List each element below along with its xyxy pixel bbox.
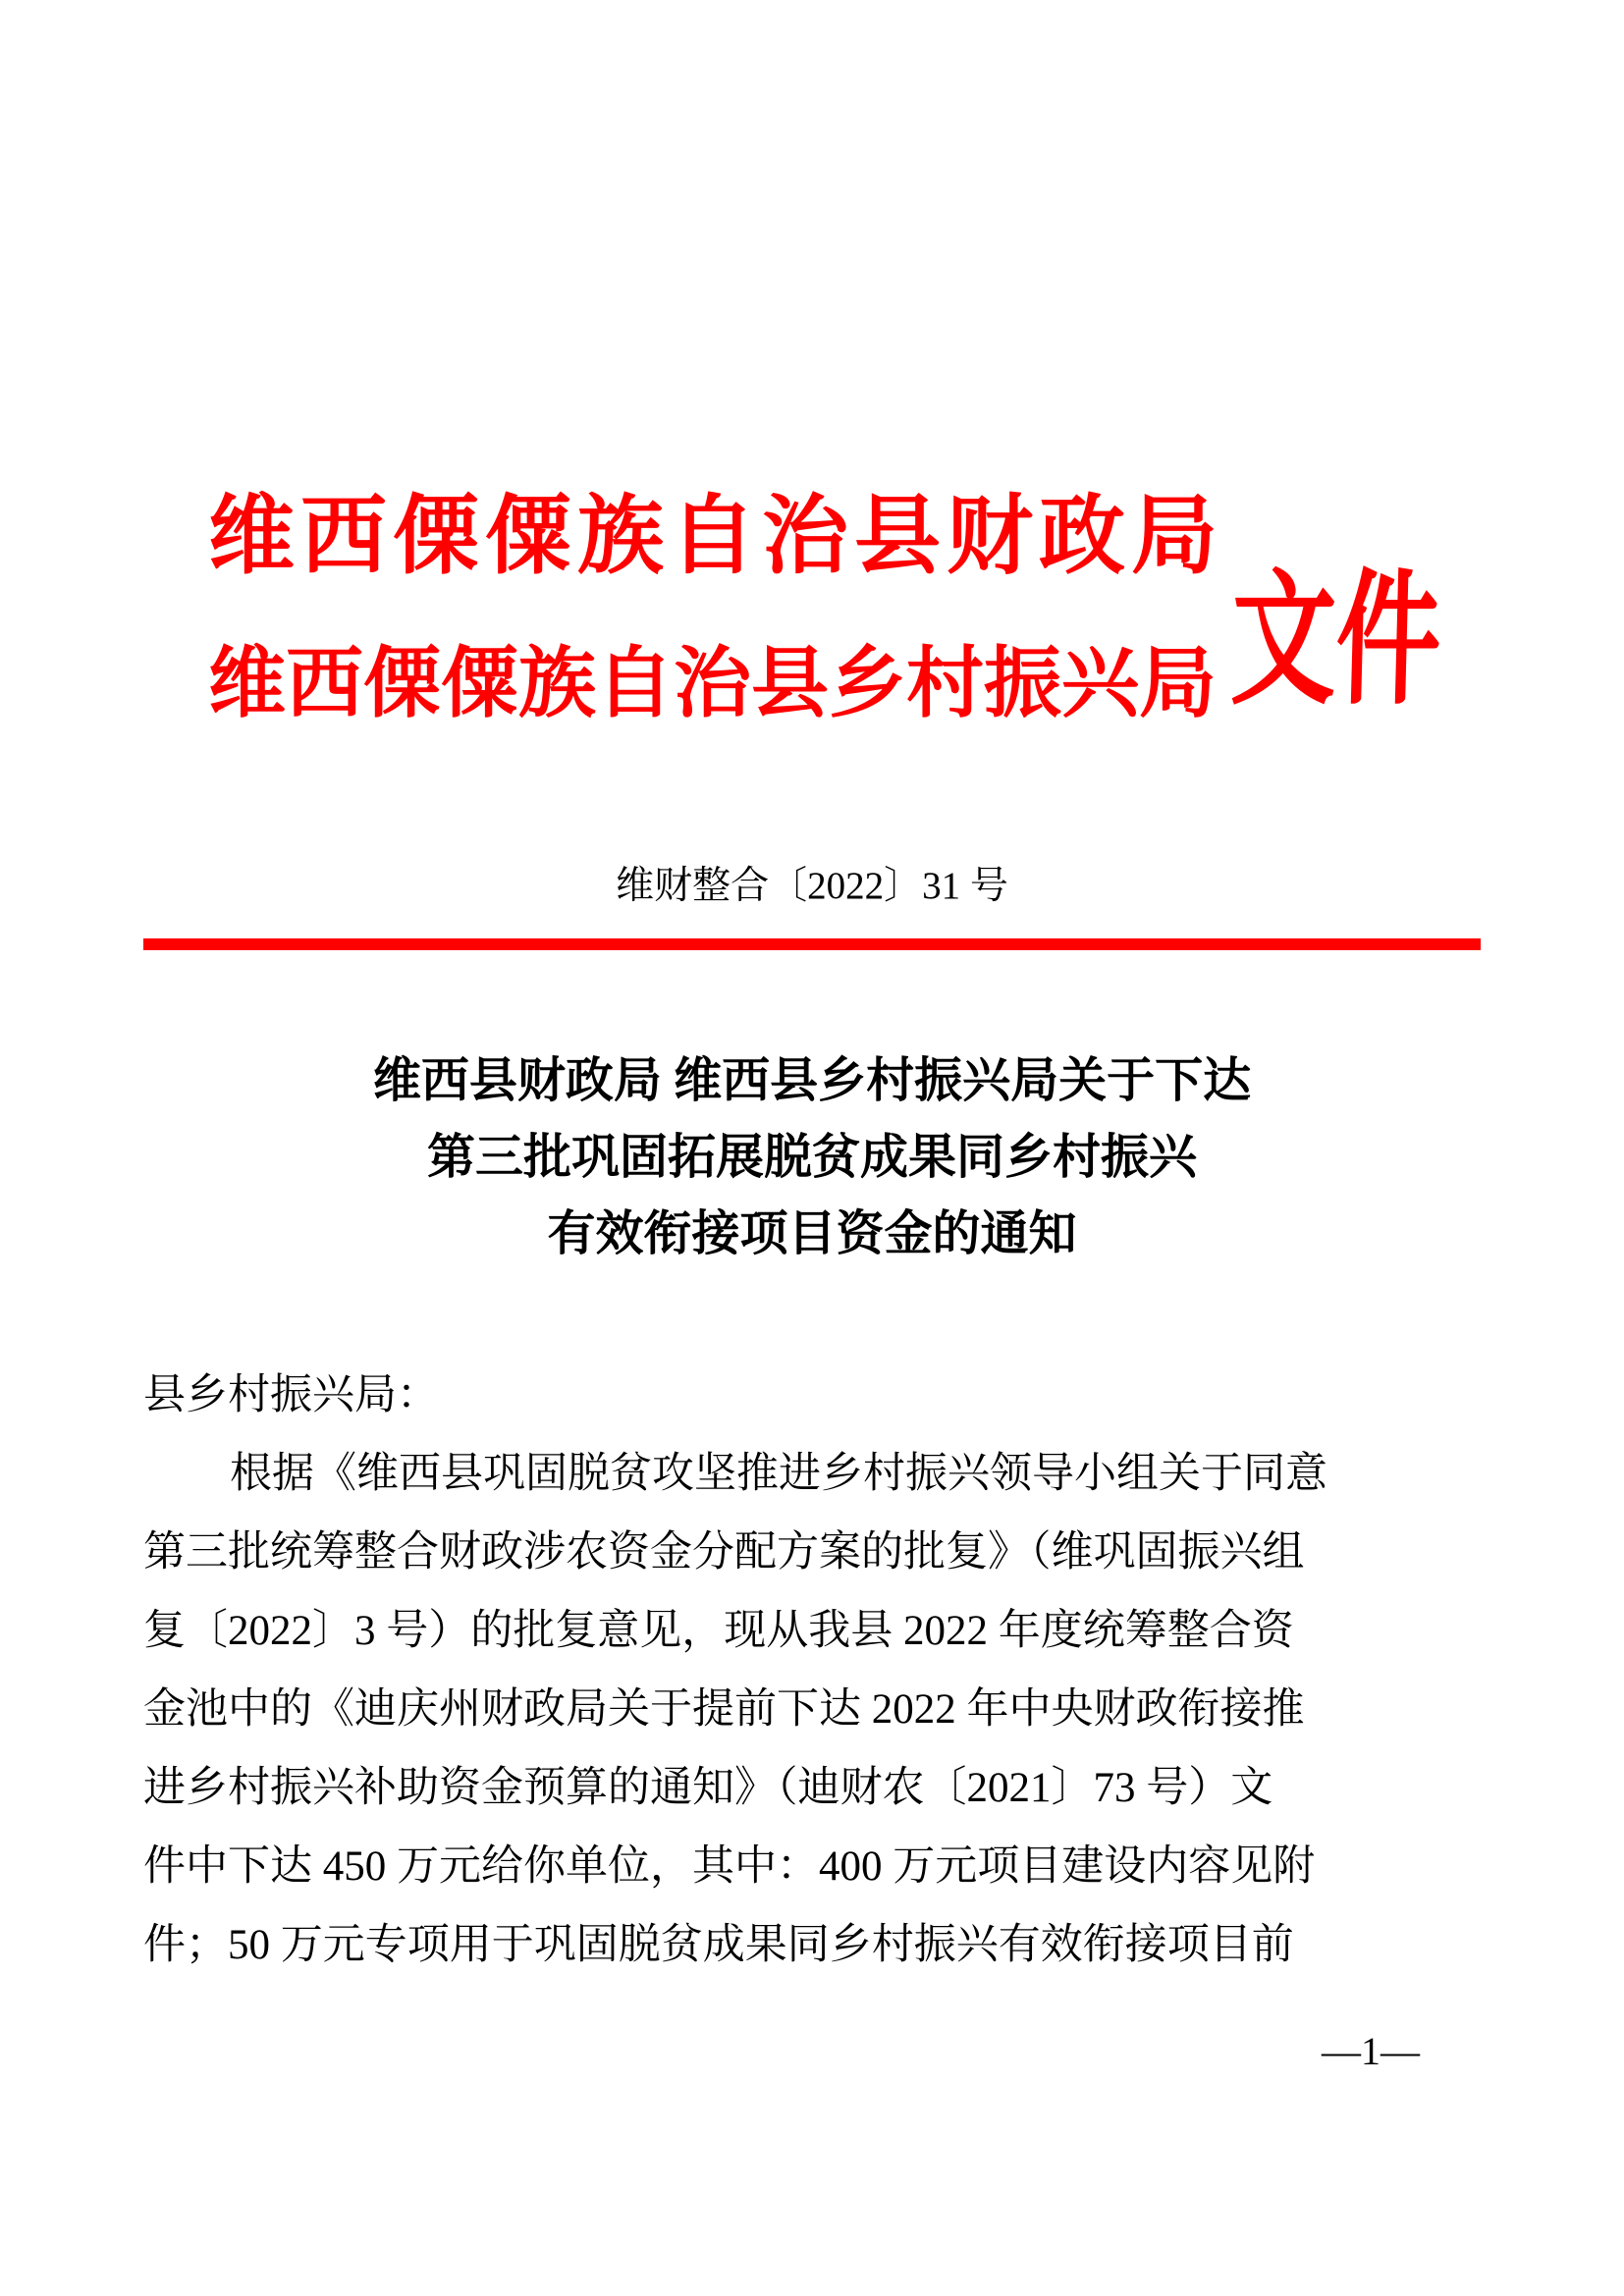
- page-number: —1—: [1322, 2029, 1420, 2073]
- title-line-3: 有效衔接项目资金的通知: [547, 1206, 1077, 1260]
- body-line: 进乡村振兴补助资金预算的通知》（迪财农〔2021〕73 号）文: [143, 1765, 1273, 1811]
- issuing-agency-2: 维西傈僳族自治县乡村振兴局: [208, 642, 1217, 728]
- body-line: 件；50 万元专项用于巩固脱贫成果同乡村振兴有效衔接项目前: [143, 1922, 1294, 1968]
- document-title: [143, 1042, 1481, 1272]
- salutation: 县乡村振兴局：: [143, 1372, 439, 1418]
- title-line-2: 第三批巩固拓展脱贫成果同乡村振兴: [426, 1130, 1197, 1184]
- issuing-agency-1: 维西傈僳族自治县财政局: [208, 490, 1224, 585]
- body-line: 金池中的《迪庆州财政局关于提前下达 2022 年中央财政衔接推: [143, 1686, 1305, 1733]
- doc-type-wenjian: 文件: [1229, 561, 1443, 722]
- letterhead: [208, 491, 1524, 726]
- document-number: 维财整合〔2022〕31 号: [616, 865, 1008, 907]
- body-line: 件中下达 450 万元给你单位，其中：400 万元项目建设内容见附: [143, 1843, 1316, 1890]
- body-line: 根据《维西县巩固脱贫攻坚推进乡村振兴领导小组关于同意: [230, 1451, 1327, 1497]
- document-body: [143, 1357, 1487, 1985]
- red-divider-line: [143, 938, 1481, 950]
- body-line: 复〔2022〕3 号）的批复意见，现从我县 2022 年度统筹整合资: [143, 1608, 1294, 1654]
- body-line: 第三批统筹整合财政涉农资金分配方案的批复》（维巩固振兴组: [143, 1529, 1305, 1575]
- issuing-agencies: [208, 491, 1223, 726]
- title-line-1: 维西县财政局 维西县乡村振兴局关于下达: [372, 1053, 1252, 1107]
